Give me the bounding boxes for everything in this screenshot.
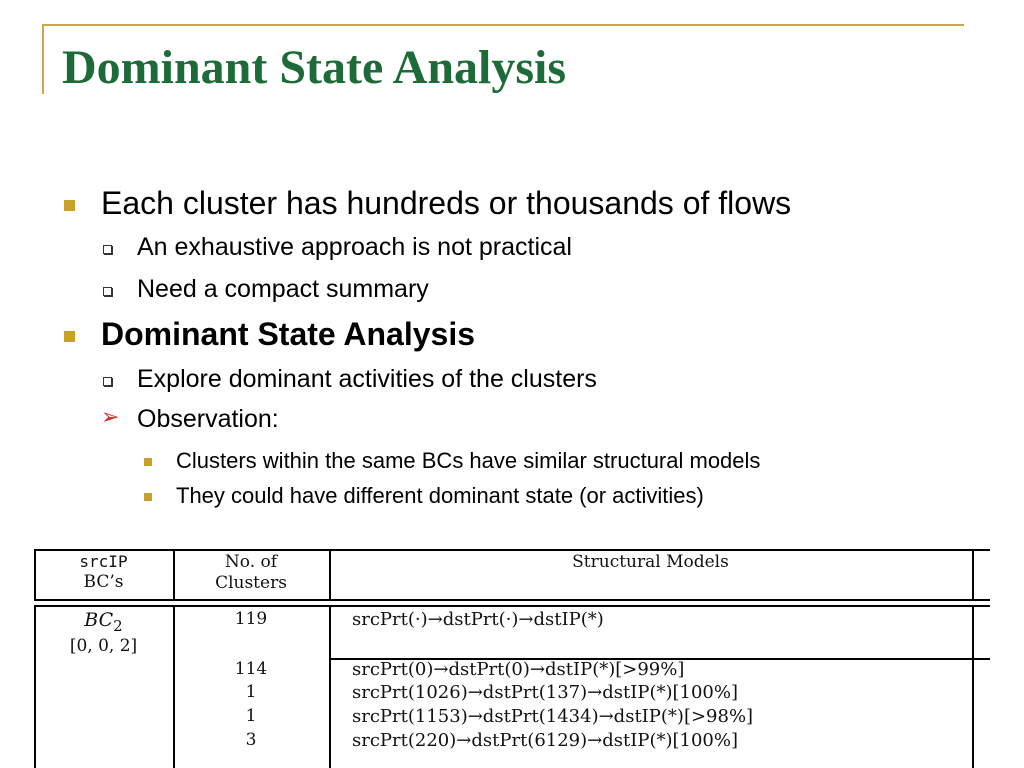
square-bullet-icon (144, 493, 152, 501)
bullet-item (101, 316, 475, 353)
sub-bullet-item (101, 404, 279, 434)
cluster-count: 114 (234, 659, 268, 679)
sub-sub-bullet-item (176, 448, 760, 474)
header-structural-models-label: Structural Models (572, 552, 729, 572)
title-frame-top-rule (42, 24, 964, 26)
bc-group-cell (34, 609, 173, 657)
bullet-text: Each cluster has hundreds or thousands of flows (101, 185, 792, 221)
bc-label: BC (84, 609, 114, 631)
table-right-rule (972, 549, 974, 599)
bullet-text: Observation: (137, 405, 279, 433)
square-bullet-icon (144, 458, 152, 466)
header-no-of-clusters (173, 552, 329, 595)
slide-title: Dominant State Analysis (62, 41, 567, 94)
arrow-bullet-icon: ➢ (101, 404, 120, 429)
title-frame-left-rule (42, 24, 44, 94)
structural-model: srcPrt(220)→dstPrt(6129)→dstIP(*)[100%] (352, 730, 738, 751)
table-col-rule (329, 605, 331, 768)
header-clusters-label: Clusters (215, 573, 287, 594)
hollow-square-bullet-icon (103, 287, 112, 296)
structural-model: srcPrt(1153)→dstPrt(1434)→dstIP(*)[>98%] (352, 706, 754, 727)
table-top-rule (34, 549, 990, 551)
structural-model: srcPrt(1026)→dstPrt(137)→dstIP(*)[100%] (352, 682, 738, 703)
table-right-rule (972, 605, 974, 768)
header-no-of-label: No. of (224, 552, 278, 572)
bullet-text: Clusters within the same BCs have similar structural models (176, 448, 761, 473)
square-bullet-icon (64, 200, 75, 211)
bc-subscript: 2 (113, 616, 123, 635)
bc-group-name (34, 609, 173, 636)
sub-bullet-item (137, 275, 429, 304)
square-bullet-icon (64, 331, 75, 342)
header-srcip-bcs (34, 552, 173, 593)
bullet-text: An exhaustive approach is not practical (137, 233, 572, 261)
sub-bullet-item (137, 365, 597, 394)
bullet-text: They could have different dominant state (or activities) (176, 483, 704, 508)
cluster-count: 1 (245, 682, 257, 702)
sub-bullet-item (137, 233, 572, 262)
header-bcs-label: BC’s (83, 572, 124, 592)
sub-sub-bullet-item (176, 483, 704, 509)
hollow-square-bullet-icon (103, 377, 112, 386)
bullet-text: Need a compact summary (137, 275, 429, 303)
bullet-text: Explore dominant activities of the clusters (137, 365, 597, 393)
hollow-square-bullet-icon (103, 245, 112, 254)
structural-model: srcPrt(·)→dstPrt(·)→dstIP(*) (352, 609, 604, 630)
header-srcip-label: srcIP (79, 552, 128, 571)
bullet-text: Dominant State Analysis (101, 316, 476, 352)
header-structural-models (329, 552, 972, 573)
bullet-item (101, 185, 791, 222)
cluster-count: 1 (245, 706, 257, 726)
table-header-rule-double (34, 605, 990, 607)
cluster-count: 119 (234, 609, 268, 629)
structural-model: srcPrt(0)→dstPrt(0)→dstIP(*)[>99%] (352, 659, 685, 680)
cluster-count: 3 (245, 730, 257, 750)
table-header-rule (34, 599, 990, 601)
bc-vector: [0, 0, 2] (69, 635, 138, 656)
